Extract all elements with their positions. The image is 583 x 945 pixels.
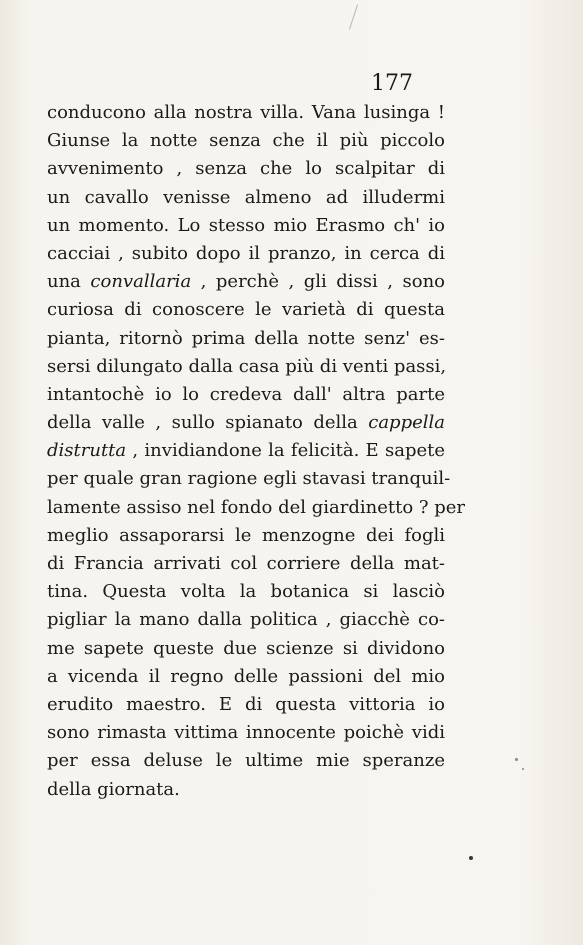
text-line: [47, 437, 445, 465]
text-line: conducono alla nostra villa. Vana lusinga !: [47, 102, 445, 123]
text-line: sono rimasta vittima innocente poichè vidi: [47, 722, 445, 744]
page-number: 177: [371, 71, 413, 96]
ink-speck: [469, 856, 473, 860]
italic-term: convallaria: [90, 271, 192, 293]
text-line: [47, 409, 445, 437]
text-line: me sapete queste due scienze si dividono: [47, 637, 445, 659]
text-line: erudito maestro. E di questa vittoria io: [47, 693, 445, 715]
ink-speck: [522, 768, 524, 770]
italic-term: cappella: [368, 412, 445, 434]
italic-term: distrutta: [47, 440, 127, 462]
text-line: tina. Questa volta la botanica si lasciò: [47, 581, 445, 603]
text-line: Giunse la notte senza che il più piccolo: [47, 130, 445, 152]
text-line: avvenimento , senza che lo scalpitar di: [47, 158, 445, 180]
text-line: per quale gran ragione egli stavasi tranquil-: [47, 468, 451, 490]
text-line: [47, 268, 445, 296]
text-line: sersi dilungato dalla casa più di venti passi,: [47, 355, 447, 377]
text-line: pianta, ritornò prima della notte senz' es-: [47, 327, 445, 349]
text-line: meglio assaporarsi le menzogne dei fogli: [47, 524, 445, 546]
body-text: [47, 99, 466, 804]
text-line: curiosa di conoscere le varietà di questa: [47, 299, 445, 321]
text-line: della giornata.: [47, 778, 180, 800]
ink-speck: [515, 758, 518, 761]
text-line: un momento. Lo stesso mio Erasmo ch' io: [47, 214, 445, 236]
text-line: cacciai , subito dopo il pranzo, in cerca di: [47, 242, 445, 264]
text-segment: , perchè , gli dissi , sono: [191, 271, 445, 293]
text-segment: della valle , sullo spianato della: [47, 412, 369, 434]
paper-mark: [349, 4, 358, 29]
text-line: un cavallo venisse almeno ad illudermi: [47, 186, 445, 208]
text-line: lamente assiso nel fondo del giardinetto ? per: [47, 496, 466, 518]
text-line: pigliar la mano dalla politica , giacchè co-: [47, 609, 445, 631]
text-line: di Francia arrivati col corriere della mat-: [47, 553, 445, 574]
text-line: intantochè io lo credeva dall' altra parte: [47, 383, 445, 405]
text-line: a vicenda il regno delle passioni del mio: [47, 665, 445, 687]
text-segment: una: [47, 271, 91, 293]
text-segment: , invidiandone la felicità. E sapete: [126, 440, 445, 462]
text-line: per essa deluse le ultime mie speranze: [47, 750, 445, 772]
